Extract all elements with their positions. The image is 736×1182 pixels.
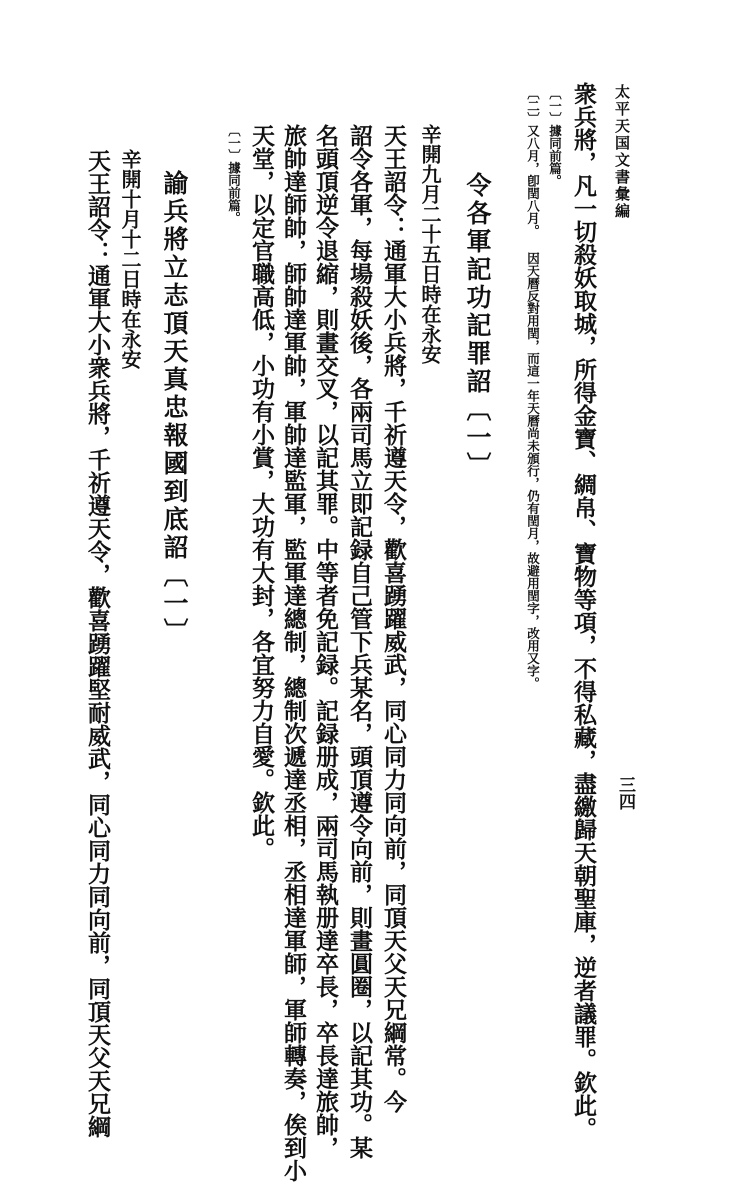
body-line: 名頭頂逆令退縮，則畫交叉，以記其罪。中等者免記録。記録册成，兩司馬執册達卒長，卒長達旅帥，: [312, 124, 339, 1159]
running-header-title: 太平天国文書彙編: [613, 84, 631, 220]
page-number: 三四: [615, 776, 635, 810]
body-line: 詔令各軍，每場殺妖後，各兩司馬立即記録自己管下兵某名，頭頂遵令向前，則畫圓圈，以記其功。某: [346, 124, 373, 1159]
footnote-2: 〔二〕又八月，卽閏八月。 因天曆反對用閏，而這一年天曆尚未頒行，仍有閏月，故避用閏字，改用又字。: [525, 87, 541, 690]
body-line: 天堂，以定官職高低，小功有小賞，大功有大封，各宜努力自愛。欽此。: [248, 124, 275, 860]
body-line: 衆兵將，凡一切殺妖取城，所得金寶、綢帛、寶物等項，不得私藏，盡繳歸天朝聖庫，逆者議罪。欽此。: [570, 82, 597, 1140]
footnote: 〔一〕據同前篇。: [226, 124, 242, 224]
section-date: 辛開九月二十五日時在永安: [418, 124, 442, 364]
section-title: 諭兵將立志頂天真忠報國到底詔〔一〕: [160, 170, 189, 646]
section-title: 令各軍記功記罪詔〔一〕: [463, 172, 492, 480]
section-date: 辛開十月十二日時在永安: [118, 149, 142, 369]
body-line: 天王詔令：通軍大小衆兵將，千祈遵天令，歡喜踴躍堅耐威武，同心同力同向前，同頂天父天兄綱: [84, 149, 111, 1138]
body-line: 天王詔令：通軍大小兵將，千祈遵天令，歡喜踴躍威武，同心同力同向前，同頂天父天兄綱常。今: [380, 124, 407, 1113]
body-line: 旅帥達師帥，師帥達軍帥，軍帥達監軍，監軍達總制，總制次遞達丞相，丞相達軍師，軍師轉奏，俟到小: [280, 124, 307, 1182]
footnote-1: 〔一〕據同前篇。: [547, 87, 563, 187]
